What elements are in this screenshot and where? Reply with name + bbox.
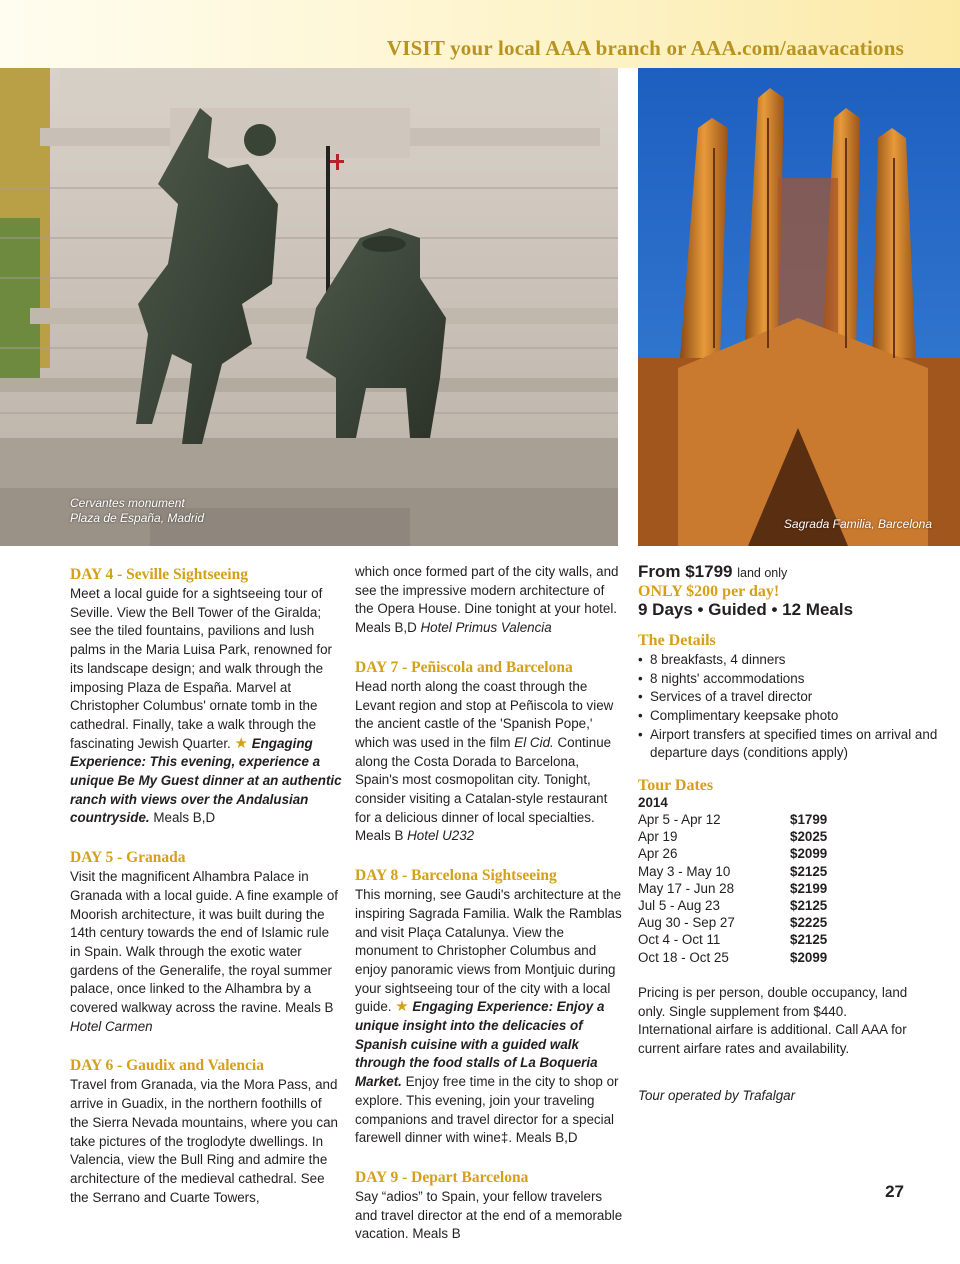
day6-continued-block (355, 563, 625, 638)
details-item: • Complimentary keepsake photo (638, 707, 938, 726)
table-row (638, 880, 827, 897)
header-band (0, 0, 960, 68)
tour-dates-table (638, 811, 827, 966)
day7-text2: Continue along the Costa Dorada to Barcelona, Spain's most cosmopolitan city. Tonight, consider visiting a Catalan-style restaurant for a delicious dinner of local specialties. Meals B (355, 734, 612, 844)
day4-title: DAY 4 - Seville Sightseeing (70, 566, 248, 583)
itinerary-column-1 (70, 565, 342, 1227)
day9-title: DAY 9 - Depart Barcelona (355, 1168, 529, 1186)
day7-text1: Head north along the coast through the Levant region and stop at Peñiscola to view the ancient castle of the 'Spanish Pope,' which was used in the film (355, 678, 614, 750)
day9-text: Say “adios” to Spain, your fellow travelers and travel director at the end of a memorable vacation. Meals B (355, 1188, 623, 1242)
per-day-price: ONLY $200 per day! (638, 582, 780, 600)
table-row (638, 931, 827, 948)
date-range: Aug 30 - Sep 27 (638, 915, 735, 931)
day6-title: DAY 6 - Gaudix and Valencia (70, 1057, 264, 1075)
date-range: Apr 26 (638, 846, 678, 862)
date-range: Jul 5 - Aug 23 (638, 898, 720, 914)
sagrada-familia-photo (638, 68, 960, 546)
photo-caption-line1: Cervantes monument (70, 496, 185, 510)
day4-highlight: Engaging Experience: This evening, experience a unique Be My Guest dinner at an authentic ranch with views over the Andalusian countryside. (70, 735, 342, 826)
date-price: $2025 (790, 829, 828, 845)
day5-hotel: Hotel Carmen (70, 1018, 153, 1034)
table-row (638, 845, 827, 862)
table-row (638, 897, 827, 914)
day7-block (355, 658, 625, 846)
tour-dates-title: Tour Dates (638, 777, 714, 795)
price-from-value: From $1799 (638, 562, 733, 581)
table-row (638, 828, 827, 845)
date-range: May 3 - May 10 (638, 863, 731, 879)
day9-block (355, 1168, 625, 1244)
date-price: $2125 (790, 863, 828, 879)
day4-meals: Meals B,D (153, 810, 216, 826)
tour-dates-year: 2014 (638, 795, 668, 811)
details-title: The Details (638, 632, 716, 650)
day5-block (70, 848, 342, 1036)
cervantes-monument-photo (0, 68, 618, 546)
day6-hotel: Hotel Primus Valencia (420, 620, 552, 636)
tour-summary: 9 Days • Guided • 12 Meals (638, 600, 854, 620)
header-cta: VISIT your local AAA branch or AAA.com/aaavacations (386, 36, 904, 60)
page-number: 27 (885, 1182, 904, 1201)
date-range: May 17 - Jun 28 (638, 880, 735, 896)
pricing-note: Pricing is per person, double occupancy, land only. Single supplement from $440. International airfare is additional. Call AAA for current airfare rates and availability. (638, 984, 908, 1056)
monument-illustration (0, 68, 618, 546)
day7-hotel: Hotel U232 (407, 828, 475, 844)
date-price: $2199 (790, 880, 828, 896)
day7-film: El Cid. (514, 734, 554, 750)
star-icon: ★ (234, 734, 248, 752)
details-list (638, 651, 938, 763)
details-item: • Services of a travel director (638, 688, 938, 707)
itinerary-column-2 (355, 563, 625, 1264)
photo-caption-right: Sagrada Familia, Barcelona (783, 517, 932, 531)
day8-block (355, 866, 625, 1148)
day6-cont-text: which once formed part of the city walls, and see the impressive modern architecture of the Opera House. Dine tonight at your hotel. Meals B,D (355, 564, 619, 636)
price-from (638, 563, 938, 583)
day6-text: Travel from Granada, via the Mora Pass, and arrive in Guadix, in the northern foothills of the Sierra Nevada mountains, where you can take pictures of the troglodyte dwellings. In Valencia, view the Bull Ring and admire the architecture of the medieval cathedral. See the Serrano and Cuarte Towers, (70, 1077, 338, 1205)
day5-text: Visit the magnificent Alhambra Palace in Granada with a local guide. A fine example of Moorish architecture, it was built during the 14th century towards the end of Islamic rule in Spain. Walk through the exotic water gardens of the Generalife, the royal summer palace, once linked to the Alhambra by a covered walkway across the ravine. Meals B (70, 869, 338, 1016)
tour-info-column (638, 563, 938, 1105)
details-item: • 8 breakfasts, 4 dinners (638, 651, 938, 670)
day6-block (70, 1056, 342, 1207)
table-row (638, 914, 827, 931)
photo-caption-line2: Plaza de España, Madrid (70, 511, 205, 525)
day8-highlight: Engaging Experience: Enjoy a unique insight into the delicacies of Spanish cuisine with a guided walk through the food stalls of La Boqueria Market. (355, 999, 605, 1090)
day5-title: DAY 5 - Granada (70, 849, 186, 867)
date-range: Oct 18 - Oct 25 (638, 949, 729, 965)
date-range: Apr 5 - Apr 12 (638, 812, 721, 828)
table-row (638, 863, 827, 880)
day8-text2: Enjoy free time in the city to shop or explore. This evening, join your traveling companions and travel director for a special farewell dinner with wine‡. Meals B,D (355, 1074, 619, 1146)
date-price: $2125 (790, 898, 828, 914)
price-from-suffix: land only (737, 566, 788, 580)
date-price: $1799 (790, 812, 828, 828)
date-range: Oct 4 - Oct 11 (638, 932, 721, 948)
day8-title: DAY 8 - Barcelona Sightseeing (355, 867, 557, 885)
sagrada-familia-illustration (638, 68, 960, 546)
details-item: • 8 nights' accommodations (638, 670, 938, 689)
table-row (638, 811, 827, 828)
table-row (638, 949, 827, 966)
day7-title: DAY 7 - Peñiscola and Barcelona (355, 658, 573, 676)
day4-text: Meet a local guide for a sightseeing tour of Seville. View the Bell Tower of the Giralda; see the tiled fountains, pavilions and lush palms in the Maria Luisa Park, renowned for its landscape design; and walk through the imposing Plaza de España. Marvel at Christopher Columbus' ornate tomb in the cathedral. Finally, take a walk through the fascinating Jewish Quarter. (70, 586, 332, 751)
tour-operator: Tour operated by Trafalgar (638, 1087, 796, 1103)
date-range: Apr 19 (638, 829, 678, 845)
date-price: $2125 (790, 932, 828, 948)
date-price: $2099 (790, 846, 828, 862)
star-icon: ★ (395, 998, 409, 1016)
date-price: $2099 (790, 949, 828, 965)
day8-text: This morning, see Gaudi's architecture at the inspiring Sagrada Familia. Walk the Ramblas and visit Plaça Catalunya. View the monument to Christopher Columbus and enjoy panoramic views from Montjuic during your sightseeing tour of the city with a local guide. (355, 887, 622, 1015)
date-price: $2225 (790, 915, 828, 931)
day4-block (70, 565, 342, 828)
details-item: • Airport transfers at specified times on arrival and departure days (conditions apply) (638, 726, 938, 763)
